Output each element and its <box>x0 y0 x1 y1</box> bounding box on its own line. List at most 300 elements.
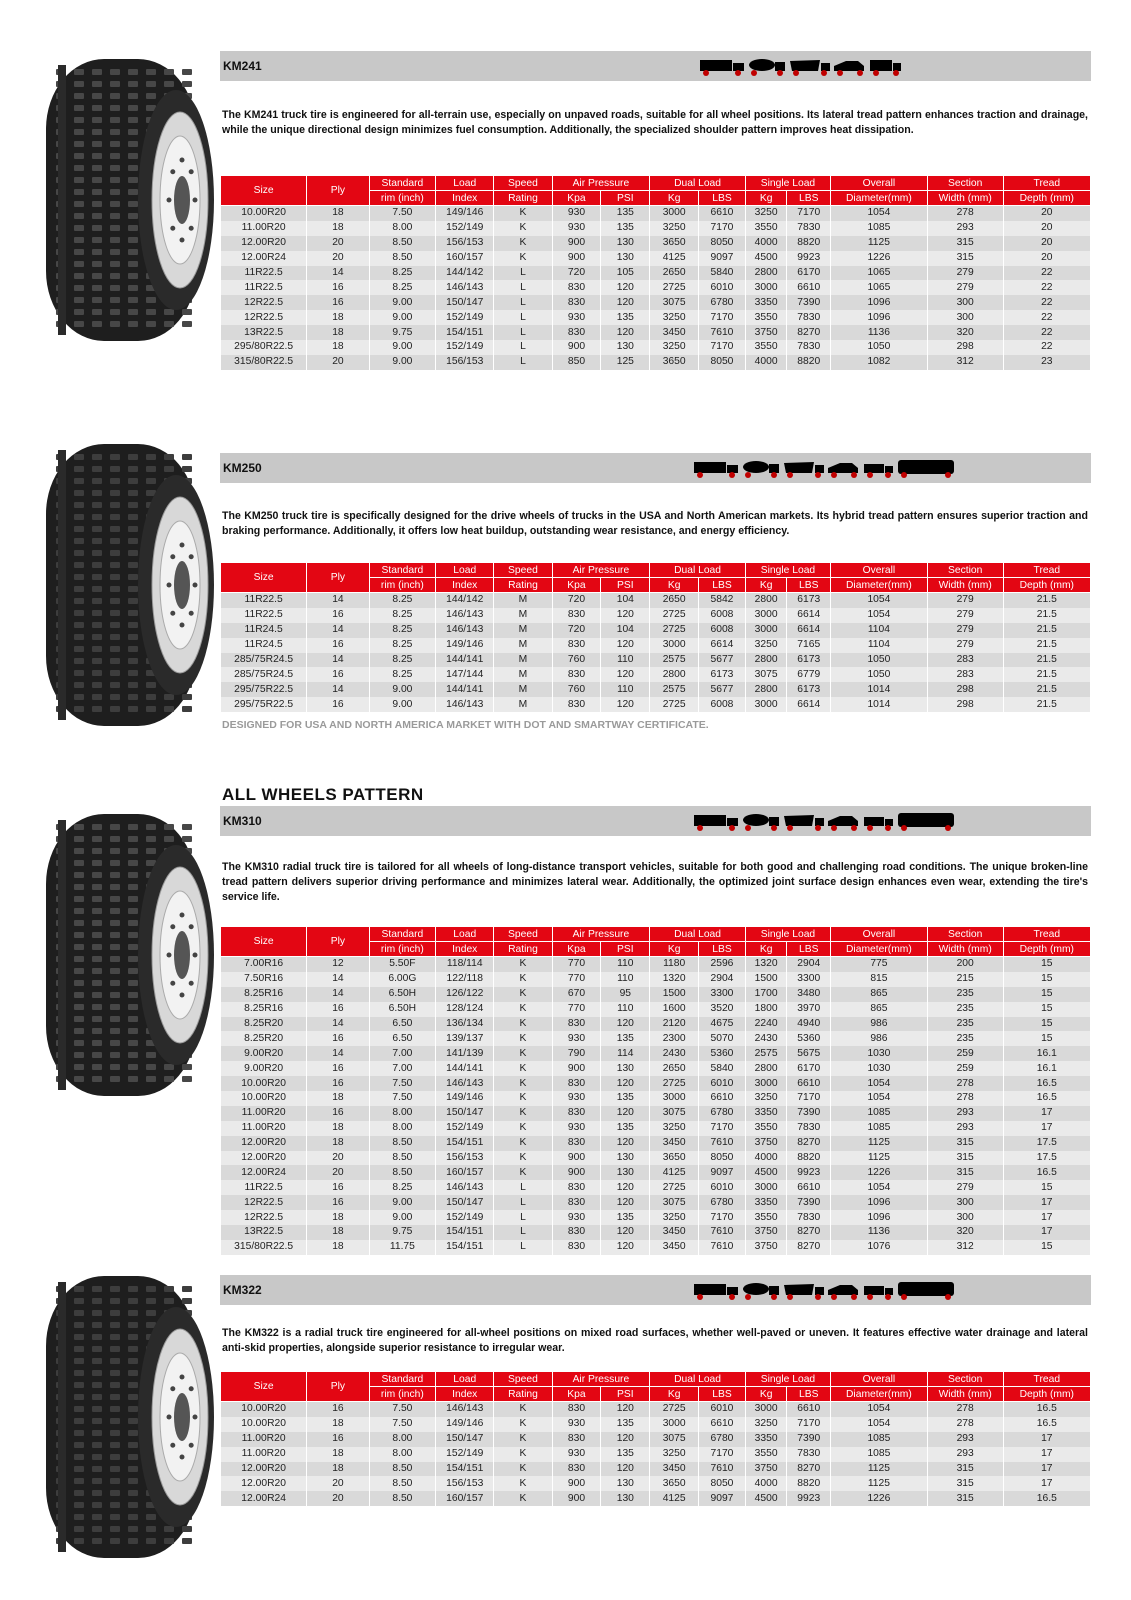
table-cell: 5675 <box>787 1046 831 1061</box>
table-cell: 144/141 <box>436 1061 494 1076</box>
table-cell: 3750 <box>745 1240 787 1255</box>
table-cell: 9.00 <box>369 340 436 355</box>
table-cell: L <box>494 280 552 295</box>
table-cell: 6008 <box>699 623 746 638</box>
table-cell: 10.00R20 <box>221 1402 307 1417</box>
table-cell: 156/153 <box>436 355 494 370</box>
table-cell: 900 <box>552 1491 601 1506</box>
table-cell: 279 <box>927 638 1003 653</box>
column-header: Air Pressure <box>552 176 650 191</box>
table-cell: 259 <box>927 1046 1003 1061</box>
table-cell: 130 <box>601 1476 650 1491</box>
table-cell: 18 <box>307 1121 369 1136</box>
table-cell: 16 <box>307 1195 369 1210</box>
table-cell: 7170 <box>699 340 746 355</box>
table-cell: 16 <box>307 667 369 682</box>
column-header: Dual Load <box>650 927 746 942</box>
table-cell: 7170 <box>699 1210 746 1225</box>
table-cell: 7.00R16 <box>221 957 307 972</box>
table-cell: 1136 <box>831 325 928 340</box>
column-subheader: Index <box>436 1387 494 1402</box>
table-cell: M <box>494 593 552 608</box>
table-cell: 1014 <box>831 682 928 697</box>
column-header: Overall <box>831 176 928 191</box>
table-cell: 1065 <box>831 266 928 281</box>
table-cell: 22 <box>1003 266 1090 281</box>
table-cell: 259 <box>927 1061 1003 1076</box>
table-cell: 8270 <box>787 325 831 340</box>
column-subheader: Depth (mm) <box>1003 942 1090 957</box>
table-cell: 21.5 <box>1003 667 1090 682</box>
column-subheader: LBS <box>699 942 746 957</box>
table-row <box>221 251 1091 266</box>
table-cell: 7390 <box>787 295 831 310</box>
table-cell: 2800 <box>745 682 787 697</box>
table-cell: K <box>494 1165 552 1180</box>
table-cell: 6173 <box>787 682 831 697</box>
table-cell: 315 <box>927 1151 1003 1166</box>
table-cell: 15 <box>1003 957 1090 972</box>
table-cell: 320 <box>927 1225 1003 1240</box>
table-cell: 5840 <box>699 1061 746 1076</box>
table-cell: L <box>494 310 552 325</box>
table-cell: 2575 <box>650 653 699 668</box>
table-cell: 152/149 <box>436 1121 494 1136</box>
table-cell: 720 <box>552 623 601 638</box>
table-cell: 4000 <box>745 236 787 251</box>
table-row <box>221 310 1091 325</box>
table-cell: 14 <box>307 266 369 281</box>
table-cell: 18 <box>307 1210 369 1225</box>
table-cell: 8.00 <box>369 1106 436 1121</box>
table-cell: 3250 <box>650 340 699 355</box>
table-cell: 4000 <box>745 355 787 370</box>
table-cell: 128/124 <box>436 1002 494 1017</box>
column-subheader: Kg <box>745 191 787 206</box>
tire-image-km250 <box>42 440 217 730</box>
column-subheader: LBS <box>787 1387 831 1402</box>
table-cell: 12.00R20 <box>221 1151 307 1166</box>
column-subheader: Rating <box>494 942 552 957</box>
table-cell: 9.00R20 <box>221 1046 307 1061</box>
table-cell: 3250 <box>650 1121 699 1136</box>
table-cell: L <box>494 1240 552 1255</box>
column-subheader: LBS <box>699 191 746 206</box>
column-subheader: rim (inch) <box>369 578 436 593</box>
table-cell: 22 <box>1003 295 1090 310</box>
table-cell: 150/147 <box>436 295 494 310</box>
table-row <box>221 280 1091 295</box>
table-cell: K <box>494 1031 552 1046</box>
table-cell: 293 <box>927 1121 1003 1136</box>
table-cell: 17.5 <box>1003 1136 1090 1151</box>
table-cell: 8050 <box>699 1476 746 1491</box>
table-cell: 1125 <box>831 1476 928 1491</box>
table-cell: 3520 <box>699 1002 746 1017</box>
table-cell: 4125 <box>650 1491 699 1506</box>
table-cell: 12R22.5 <box>221 1210 307 1225</box>
table-cell: L <box>494 295 552 310</box>
column-header: Size <box>221 927 307 957</box>
table-cell: M <box>494 608 552 623</box>
column-header: Single Load <box>745 563 830 578</box>
column-header: Speed <box>494 1372 552 1387</box>
table-cell: 3000 <box>650 1417 699 1432</box>
table-cell: 298 <box>927 697 1003 712</box>
table-cell: 3000 <box>745 1402 787 1417</box>
column-header: Single Load <box>745 1372 830 1387</box>
table-row <box>221 1136 1091 1151</box>
table-cell: 235 <box>927 1002 1003 1017</box>
table-cell: 22 <box>1003 280 1090 295</box>
table-cell: 5677 <box>699 682 746 697</box>
table-cell: 830 <box>552 638 601 653</box>
table-cell: 5842 <box>699 593 746 608</box>
table-cell: 1014 <box>831 697 928 712</box>
table-cell: 295/75R22.5 <box>221 682 307 697</box>
table-cell: 135 <box>601 310 650 325</box>
table-cell: 279 <box>927 608 1003 623</box>
table-cell: 118/114 <box>436 957 494 972</box>
table-cell: 850 <box>552 355 601 370</box>
table-cell: 3000 <box>745 697 787 712</box>
table-cell: 6010 <box>699 1402 746 1417</box>
table-cell: 7610 <box>699 1136 746 1151</box>
table-cell: 315 <box>927 251 1003 266</box>
table-cell: 7610 <box>699 1240 746 1255</box>
table-row <box>221 325 1091 340</box>
table-cell: K <box>494 221 552 236</box>
table-cell: 12 <box>307 957 369 972</box>
table-cell: 300 <box>927 295 1003 310</box>
tire-image-km241 <box>42 55 217 345</box>
vehicle-icons <box>692 812 1002 832</box>
table-cell: 830 <box>552 1017 601 1032</box>
column-subheader: Index <box>436 578 494 593</box>
table-cell: 10.00R20 <box>221 206 307 221</box>
table-cell: 7830 <box>787 1447 831 1462</box>
table-cell: 1096 <box>831 310 928 325</box>
table-cell: 2904 <box>699 972 746 987</box>
table-cell: 760 <box>552 682 601 697</box>
table-cell: L <box>494 266 552 281</box>
table-cell: 1054 <box>831 206 928 221</box>
column-subheader: LBS <box>699 1387 746 1402</box>
column-subheader: Rating <box>494 191 552 206</box>
table-cell: 6610 <box>787 1402 831 1417</box>
table-cell: 235 <box>927 987 1003 1002</box>
table-row <box>221 1402 1091 1417</box>
table-cell: 11R24.5 <box>221 623 307 638</box>
table-cell: 152/149 <box>436 1447 494 1462</box>
table-cell: K <box>494 1462 552 1477</box>
model-name: KM322 <box>223 1283 262 1297</box>
table-cell: 20 <box>1003 251 1090 266</box>
table-cell: 1076 <box>831 1240 928 1255</box>
table-row <box>221 667 1091 682</box>
table-cell: 283 <box>927 653 1003 668</box>
table-cell: 235 <box>927 1017 1003 1032</box>
table-cell: 20 <box>1003 236 1090 251</box>
table-cell: 6.00G <box>369 972 436 987</box>
table-cell: 2800 <box>650 667 699 682</box>
table-cell: 6173 <box>787 593 831 608</box>
table-cell: M <box>494 667 552 682</box>
table-cell: 1500 <box>650 987 699 1002</box>
table-cell: M <box>494 682 552 697</box>
table-cell: 3450 <box>650 1225 699 1240</box>
column-header: Section <box>927 563 1003 578</box>
table-cell: 7165 <box>787 638 831 653</box>
table-cell: 900 <box>552 1476 601 1491</box>
table-cell: 12.00R24 <box>221 251 307 266</box>
table-cell: 285/75R24.5 <box>221 667 307 682</box>
table-cell: 8.25R20 <box>221 1031 307 1046</box>
table-cell: 6610 <box>787 1076 831 1091</box>
table-cell: K <box>494 236 552 251</box>
tractor-trailer-icon <box>694 1284 738 1300</box>
table-cell: 830 <box>552 1106 601 1121</box>
table-cell: 135 <box>601 1210 650 1225</box>
table-cell: 4675 <box>699 1017 746 1032</box>
table-cell: 12R22.5 <box>221 1195 307 1210</box>
table-cell: L <box>494 355 552 370</box>
table-cell: 3250 <box>650 310 699 325</box>
table-cell: 110 <box>601 682 650 697</box>
column-header: Standard <box>369 563 436 578</box>
table-row <box>221 1061 1091 1076</box>
table-cell: 130 <box>601 1491 650 1506</box>
table-cell: 130 <box>601 1061 650 1076</box>
table-cell: 3450 <box>650 1136 699 1151</box>
table-cell: 295/75R22.5 <box>221 697 307 712</box>
table-cell: 18 <box>307 310 369 325</box>
table-cell: 3250 <box>745 206 787 221</box>
table-cell: 320 <box>927 325 1003 340</box>
model-description: The KM322 is a radial truck tire engineered for all-wheel positions on mixed road surfaces, whether well-paved or uneven. It features effective water drainage and lateral anti-skid properties, alongside superior resistance to irregular wear. <box>222 1327 1088 1354</box>
column-subheader: Depth (mm) <box>1003 191 1090 206</box>
table-cell: 2430 <box>745 1031 787 1046</box>
table-cell: 3650 <box>650 355 699 370</box>
table-cell: 930 <box>552 1091 601 1106</box>
table-cell: 11R22.5 <box>221 280 307 295</box>
table-cell: 770 <box>552 1002 601 1017</box>
table-cell: 8.25 <box>369 280 436 295</box>
table-cell: 12R22.5 <box>221 295 307 310</box>
table-cell: L <box>494 1225 552 1240</box>
table-cell: 6779 <box>787 667 831 682</box>
table-cell: 9.00 <box>369 295 436 310</box>
table-cell: 7170 <box>787 1091 831 1106</box>
table-cell: 146/143 <box>436 1180 494 1195</box>
column-header: Overall <box>831 563 928 578</box>
table-cell: 20 <box>307 236 369 251</box>
table-cell: 930 <box>552 1121 601 1136</box>
table-row <box>221 1121 1091 1136</box>
table-cell: 136/134 <box>436 1017 494 1032</box>
table-row <box>221 1240 1091 1255</box>
table-cell: 830 <box>552 1240 601 1255</box>
certificate-note: DESIGNED FOR USA AND NORTH AMERICA MARKET WITH DOT AND SMARTWAY CERTIFICATE. <box>222 719 709 731</box>
table-cell: 16 <box>307 1180 369 1195</box>
table-cell: 7170 <box>699 310 746 325</box>
table-cell: 2650 <box>650 593 699 608</box>
table-cell: 146/143 <box>436 280 494 295</box>
table-cell: 12.00R20 <box>221 1476 307 1491</box>
table-cell: 8.25 <box>369 667 436 682</box>
table-cell: 16 <box>307 697 369 712</box>
table-cell: 770 <box>552 972 601 987</box>
table-cell: 279 <box>927 1180 1003 1195</box>
pickup-icon <box>828 463 858 478</box>
table-cell: 4500 <box>745 1491 787 1506</box>
table-cell: 12.00R24 <box>221 1491 307 1506</box>
column-header: Single Load <box>745 927 830 942</box>
table-cell: K <box>494 1432 552 1447</box>
table-cell: 110 <box>601 1002 650 1017</box>
table-cell: 141/139 <box>436 1046 494 1061</box>
table-cell: 9097 <box>699 1491 746 1506</box>
table-cell: 1800 <box>745 1002 787 1017</box>
table-cell: 235 <box>927 1031 1003 1046</box>
table-cell: 200 <box>927 957 1003 972</box>
table-cell: 16.5 <box>1003 1491 1090 1506</box>
table-cell: 11R22.5 <box>221 608 307 623</box>
table-cell: 12.00R20 <box>221 1136 307 1151</box>
table-cell: 1054 <box>831 1402 928 1417</box>
mixer-truck-icon <box>749 59 785 76</box>
table-cell: 14 <box>307 1017 369 1032</box>
table-cell: 5360 <box>787 1031 831 1046</box>
table-cell: 8050 <box>699 236 746 251</box>
table-cell: 139/137 <box>436 1031 494 1046</box>
table-cell: 14 <box>307 1046 369 1061</box>
table-cell: 11.00R20 <box>221 1106 307 1121</box>
table-cell: 1065 <box>831 280 928 295</box>
table-cell: 8.50 <box>369 1151 436 1166</box>
column-subheader: PSI <box>601 191 650 206</box>
table-cell: 6010 <box>699 1180 746 1195</box>
table-cell: 8.00 <box>369 221 436 236</box>
table-cell: 900 <box>552 236 601 251</box>
table-row <box>221 1476 1091 1491</box>
table-cell: 315 <box>927 1491 1003 1506</box>
column-header: Air Pressure <box>552 563 650 578</box>
table-cell: 930 <box>552 310 601 325</box>
table-cell: 5070 <box>699 1031 746 1046</box>
table-cell: 16 <box>307 1076 369 1091</box>
table-cell: 3250 <box>745 1417 787 1432</box>
table-row <box>221 340 1091 355</box>
table-cell: 2120 <box>650 1017 699 1032</box>
column-header: Overall <box>831 1372 928 1387</box>
table-cell: 1600 <box>650 1002 699 1017</box>
table-cell: 16.5 <box>1003 1076 1090 1091</box>
table-cell: 15 <box>1003 987 1090 1002</box>
table-cell: 6173 <box>787 653 831 668</box>
table-cell: 2725 <box>650 623 699 638</box>
table-cell: 95 <box>601 987 650 1002</box>
table-cell: M <box>494 623 552 638</box>
model-name: KM250 <box>223 461 262 475</box>
table-cell: 15 <box>1003 1002 1090 1017</box>
pickup-icon <box>828 1285 858 1300</box>
table-cell: K <box>494 1151 552 1166</box>
table-cell: 156/153 <box>436 236 494 251</box>
table-cell: 6780 <box>699 1432 746 1447</box>
table-cell: 12.00R20 <box>221 1462 307 1477</box>
table-cell: 9.00R20 <box>221 1061 307 1076</box>
table-cell: 114 <box>601 1046 650 1061</box>
bus-icon <box>898 460 954 478</box>
table-cell: 293 <box>927 221 1003 236</box>
table-cell: L <box>494 1180 552 1195</box>
table-cell: 312 <box>927 1240 1003 1255</box>
table-row <box>221 1447 1091 1462</box>
table-cell: 2575 <box>650 682 699 697</box>
table-cell: K <box>494 206 552 221</box>
table-row <box>221 1046 1091 1061</box>
table-cell: 149/146 <box>436 1417 494 1432</box>
table-cell: 1125 <box>831 1136 928 1151</box>
table-cell: 1085 <box>831 1432 928 1447</box>
table-cell: 11.00R20 <box>221 1432 307 1447</box>
table-cell: 830 <box>552 1136 601 1151</box>
table-cell: 9.75 <box>369 1225 436 1240</box>
table-cell: 7.00 <box>369 1061 436 1076</box>
table-cell: 315 <box>927 1136 1003 1151</box>
table-cell: K <box>494 1091 552 1106</box>
column-subheader: Width (mm) <box>927 1387 1003 1402</box>
table-cell: 146/143 <box>436 697 494 712</box>
table-cell: K <box>494 1402 552 1417</box>
table-row <box>221 1195 1091 1210</box>
table-cell: 17 <box>1003 1106 1090 1121</box>
table-row <box>221 355 1091 370</box>
table-cell: 130 <box>601 251 650 266</box>
table-cell: 930 <box>552 206 601 221</box>
table-cell: 830 <box>552 1402 601 1417</box>
table-cell: 154/151 <box>436 1225 494 1240</box>
table-cell: 6010 <box>699 280 746 295</box>
table-cell: 7.50 <box>369 1076 436 1091</box>
table-row <box>221 266 1091 281</box>
column-header: Speed <box>494 563 552 578</box>
table-cell: 6614 <box>787 608 831 623</box>
column-subheader: Kpa <box>552 1387 601 1402</box>
table-cell: 1096 <box>831 295 928 310</box>
table-cell: 215 <box>927 972 1003 987</box>
header-row <box>221 1372 1091 1387</box>
table-cell: 18 <box>307 1240 369 1255</box>
table-cell: 278 <box>927 1417 1003 1432</box>
table-cell: 900 <box>552 1151 601 1166</box>
table-cell: 8.50 <box>369 1491 436 1506</box>
table-cell: 7610 <box>699 325 746 340</box>
table-cell: 8.25R16 <box>221 1002 307 1017</box>
table-cell: 3550 <box>745 221 787 236</box>
table-cell: 3550 <box>745 340 787 355</box>
table-cell: 1054 <box>831 1417 928 1432</box>
table-cell: 790 <box>552 1046 601 1061</box>
table-cell: 160/157 <box>436 251 494 266</box>
table-cell: 14 <box>307 653 369 668</box>
column-header: Size <box>221 176 307 206</box>
column-subheader: Diameter(mm) <box>831 1387 928 1402</box>
table-cell: 3750 <box>745 325 787 340</box>
table-cell: 3750 <box>745 1225 787 1240</box>
table-cell: 2596 <box>699 957 746 972</box>
